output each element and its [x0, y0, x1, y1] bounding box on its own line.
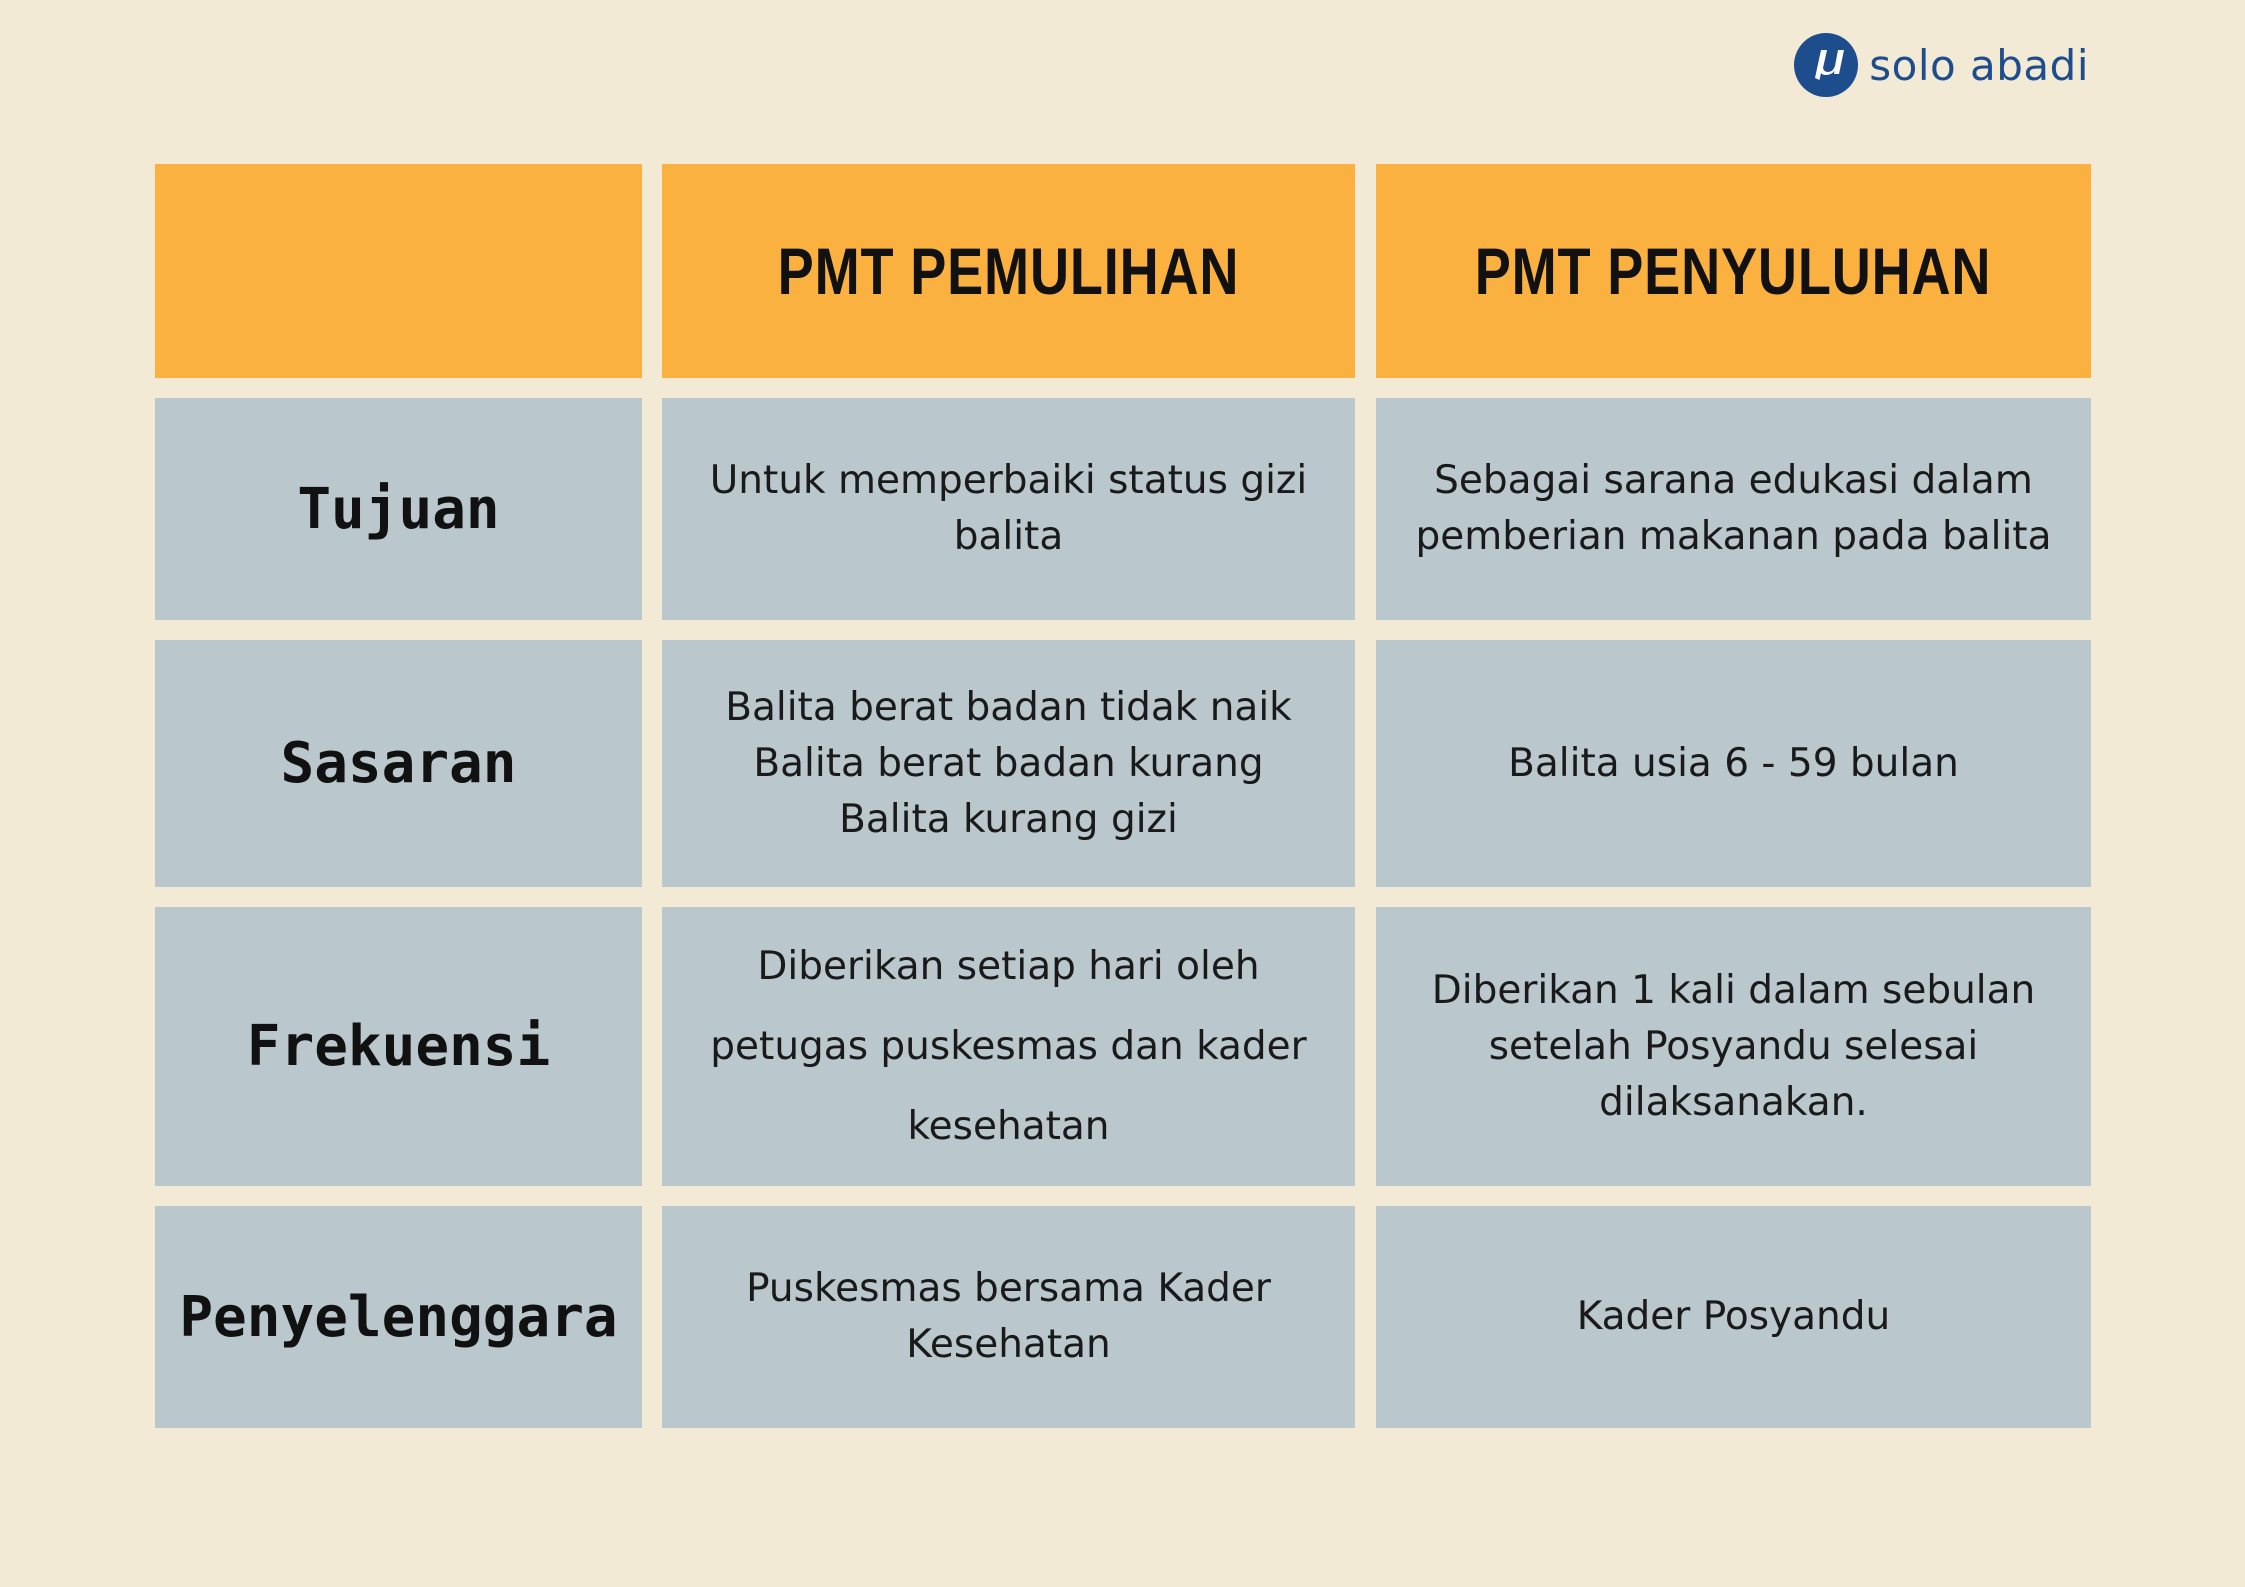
cell-frekuensi-pemulihan	[662, 907, 1355, 1186]
column-title-pemulihan: PMT PEMULIHAN	[777, 234, 1240, 308]
cell-tujuan-penyuluhan	[1376, 398, 2091, 620]
cell-sasaran-penyuluhan	[1376, 640, 2091, 887]
header-cell-penyuluhan	[1376, 164, 2091, 378]
row-label-cell-sasaran	[155, 640, 642, 887]
text-frekuensi-penyuluhan: Diberikan 1 kali dalam sebulan setelah Posyandu selesai dilaksanakan.	[1431, 967, 2036, 1125]
text-penyelenggara-pemulihan: Puskesmas bersama Kader Kesehatan	[746, 1266, 1271, 1367]
row-label-cell-frekuensi	[155, 907, 642, 1186]
row-label-penyelenggara: Penyelenggara	[179, 1284, 618, 1350]
row-label-sasaran: Sasaran	[280, 731, 517, 796]
cell-frekuensi-penyuluhan	[1376, 907, 2091, 1186]
column-title-penyuluhan: PMT PENYULUHAN	[1475, 234, 1992, 308]
text-penyelenggara-penyuluhan: Kader Posyandu	[1576, 1294, 1891, 1339]
header-cell-pemulihan	[662, 164, 1355, 378]
text-sasaran-penyuluhan: Balita usia 6 - 59 bulan	[1508, 740, 1959, 786]
row-label-frekuensi: Frekuensi	[246, 1014, 551, 1079]
cell-sasaran-pemulihan	[662, 640, 1355, 887]
row-label-tujuan: Tujuan	[297, 476, 500, 542]
cell-penyelenggara-penyuluhan	[1376, 1206, 2091, 1428]
brand-name: solo abadi	[1869, 40, 2089, 90]
text-tujuan-pemulihan: Untuk memperbaiki status gizi balita	[709, 458, 1308, 559]
text-frekuensi-pemulihan: Diberikan setiap hari oleh petugas puskesmas dan kader kesehatan	[710, 943, 1307, 1149]
cell-tujuan-pemulihan	[662, 398, 1355, 620]
header-cell-empty	[155, 164, 642, 378]
text-tujuan-penyuluhan: Sebagai sarana edukasi dalam pemberian makanan pada balita	[1415, 458, 2052, 559]
row-label-cell-penyelenggara	[155, 1206, 642, 1428]
mu-letter-icon	[1793, 32, 1859, 98]
row-label-cell-tujuan	[155, 398, 642, 620]
text-sasaran-pemulihan: Balita berat badan tidak naik Balita berat badan kurang Balita kurang gizi	[725, 684, 1292, 842]
cell-penyelenggara-pemulihan	[662, 1206, 1355, 1428]
brand-logo	[1793, 32, 2089, 98]
